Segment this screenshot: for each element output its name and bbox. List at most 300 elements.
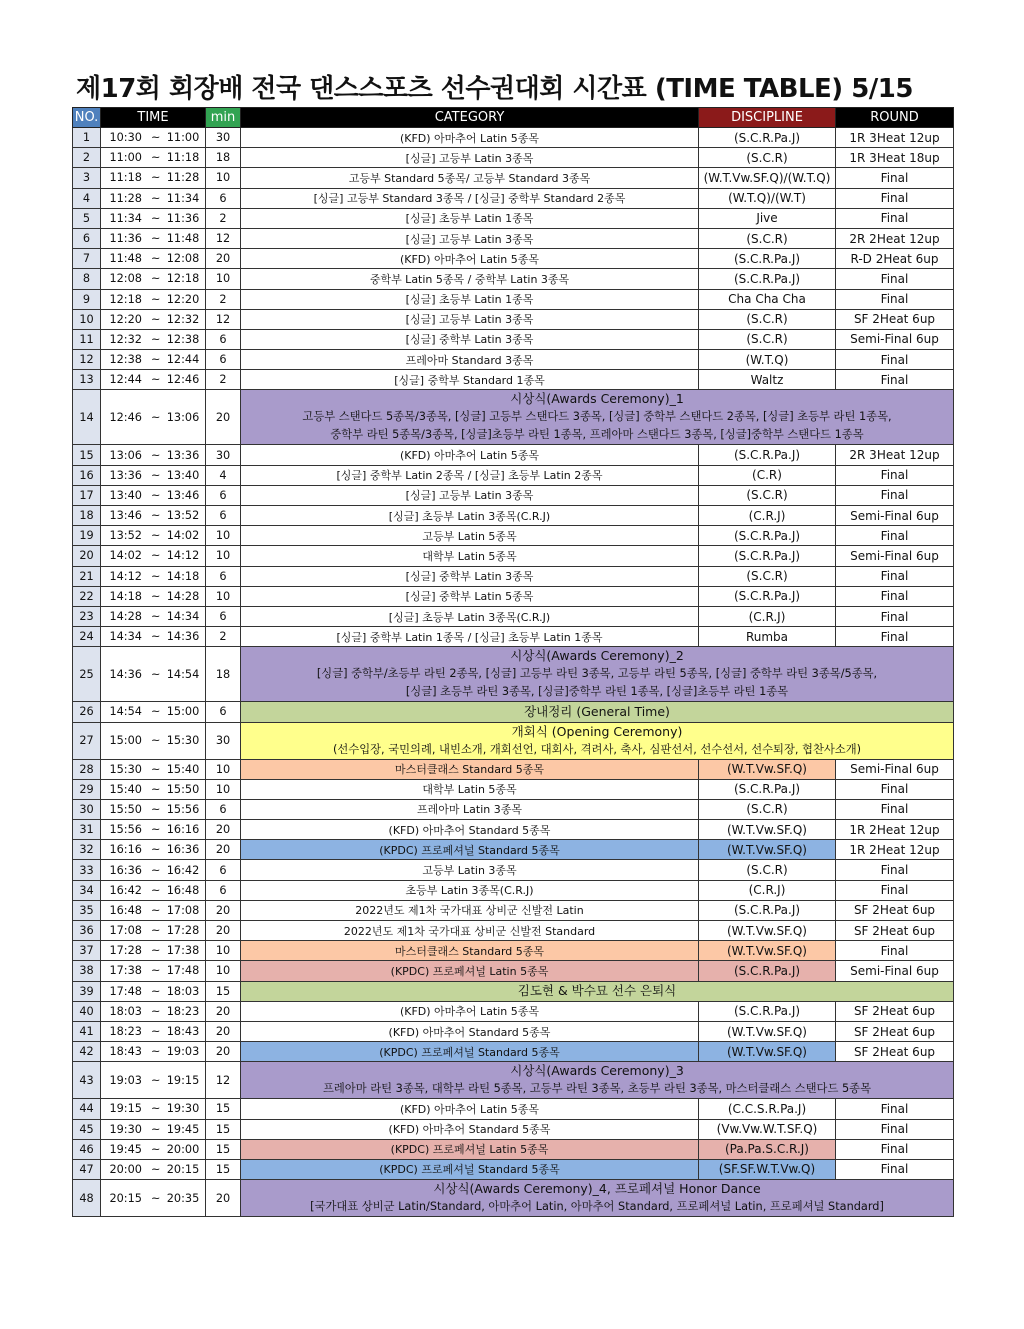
row-time: [101, 128, 206, 148]
row-minutes: 4: [206, 465, 241, 485]
row-minutes: 15: [206, 981, 241, 1001]
table-row: [73, 506, 954, 526]
row-category: 고등부 Latin 5종목: [241, 526, 699, 546]
row-number: 25: [73, 647, 101, 702]
table-row: [73, 961, 954, 981]
row-time: [101, 228, 206, 248]
row-round: 1R 2Heat 12up: [836, 820, 954, 840]
time-start: 20:00: [109, 1162, 142, 1176]
time-sep: ~: [150, 410, 161, 424]
header-no: NO.: [73, 108, 101, 128]
row-number: 44: [73, 1099, 101, 1119]
row-round: Final: [836, 1139, 954, 1159]
row-discipline: (S.C.R.Pa.J): [699, 586, 836, 606]
time-sep: ~: [150, 843, 161, 857]
row-number: 29: [73, 779, 101, 799]
row-category: 프레아마 Standard 3종목: [241, 350, 699, 370]
row-round: Final: [836, 269, 954, 289]
row-time: [101, 1099, 206, 1119]
row-time: [101, 390, 206, 445]
row-time: [101, 981, 206, 1001]
row-time: [101, 779, 206, 799]
time-sep: ~: [150, 1004, 161, 1018]
row-discipline: (C.R): [699, 465, 836, 485]
table-row-event: [73, 390, 954, 445]
row-discipline: (W.T.Vw.SF.Q)/(W.T.Q): [699, 168, 836, 188]
row-discipline: (SF.SF.W.T.Vw.Q): [699, 1159, 836, 1179]
row-round: SF 2Heat 6up: [836, 1042, 954, 1062]
time-end: 14:36: [166, 630, 200, 644]
row-minutes: 10: [206, 941, 241, 961]
table-row: [73, 269, 954, 289]
row-minutes: 10: [206, 546, 241, 566]
row-number: 23: [73, 606, 101, 626]
row-time: [101, 1159, 206, 1179]
time-sep: ~: [150, 191, 161, 205]
event-detail: [싱글] 초등부 라틴 3종목, [싱글]중학부 라틴 1종목, [싱글]초등부 라틴 1종목: [405, 685, 789, 699]
time-sep: ~: [150, 529, 161, 543]
time-end: 20:35: [166, 1191, 200, 1205]
table-row: [73, 208, 954, 228]
time-end: 16:48: [166, 883, 200, 897]
row-round: SF 2Heat 6up: [836, 900, 954, 920]
table-row: [73, 1099, 954, 1119]
row-category: [싱글] 초등부 Latin 1종목: [241, 289, 699, 309]
row-discipline: (W.T.Q)/(W.T): [699, 188, 836, 208]
row-time: [101, 465, 206, 485]
row-discipline: Waltz: [699, 370, 836, 390]
row-minutes: 6: [206, 860, 241, 880]
table-row: [73, 880, 954, 900]
time-sep: ~: [150, 762, 161, 776]
row-round: Final: [836, 860, 954, 880]
event-title: 장내정리 (General Time): [524, 703, 670, 719]
row-discipline: (S.C.R.Pa.J): [699, 269, 836, 289]
table-row: [73, 1139, 954, 1159]
row-category: 2022년도 제1차 국가대표 상비군 신발전 Latin: [241, 900, 699, 920]
row-time: [101, 188, 206, 208]
row-category: (KPDC) 프로페셔널 Standard 5종목: [241, 1159, 699, 1179]
table-row: [73, 840, 954, 860]
table-row: [73, 188, 954, 208]
time-sep: ~: [150, 863, 161, 877]
row-minutes: 10: [206, 586, 241, 606]
event-cell: [241, 722, 954, 759]
time-start: 11:48: [109, 252, 142, 266]
row-category: [싱글] 고등부 Latin 3종목: [241, 228, 699, 248]
time-end: 13:46: [166, 488, 200, 502]
row-time: [101, 1042, 206, 1062]
table-row: [73, 627, 954, 647]
row-number: 41: [73, 1021, 101, 1041]
row-discipline: (C.R.J): [699, 506, 836, 526]
row-discipline: (S.C.R): [699, 148, 836, 168]
time-sep: ~: [150, 569, 161, 583]
row-discipline: (W.T.Vw.SF.Q): [699, 759, 836, 779]
time-end: 15:50: [166, 782, 200, 796]
event-cell: [241, 981, 954, 1001]
time-sep: ~: [150, 448, 161, 462]
row-time: [101, 586, 206, 606]
table-row: [73, 566, 954, 586]
time-start: 14:54: [109, 705, 142, 719]
time-start: 12:44: [109, 373, 142, 387]
row-round: Final: [836, 799, 954, 819]
row-number: 1: [73, 128, 101, 148]
time-end: 20:15: [166, 1162, 200, 1176]
time-start: 12:18: [109, 292, 142, 306]
time-start: 15:40: [109, 782, 142, 796]
row-discipline: (W.T.Vw.SF.Q): [699, 820, 836, 840]
time-start: 16:16: [109, 843, 142, 857]
row-minutes: 6: [206, 188, 241, 208]
header-min: min: [206, 108, 241, 128]
row-minutes: 2: [206, 208, 241, 228]
time-sep: ~: [150, 1102, 161, 1116]
row-time: [101, 1062, 206, 1099]
table-row: [73, 860, 954, 880]
row-minutes: 15: [206, 1139, 241, 1159]
time-start: 16:36: [109, 863, 142, 877]
time-end: 16:16: [166, 823, 200, 837]
time-start: 16:42: [109, 883, 142, 897]
row-category: 대학부 Latin 5종목: [241, 779, 699, 799]
table-row: [73, 941, 954, 961]
table-row-event: [73, 1180, 954, 1217]
row-round: 2R 2Heat 12up: [836, 228, 954, 248]
row-category: (KPDC) 프로페셔널 Latin 5종목: [241, 961, 699, 981]
row-discipline: (S.C.R.Pa.J): [699, 961, 836, 981]
table-row: [73, 921, 954, 941]
event-title: 시상식(Awards Ceremony)_4, 프로페셔널 Honor Dance: [433, 1181, 761, 1197]
row-discipline: (W.T.Vw.SF.Q): [699, 1042, 836, 1062]
time-sep: ~: [150, 171, 161, 185]
row-time: [101, 546, 206, 566]
row-round: 1R 3Heat 12up: [836, 128, 954, 148]
row-round: Final: [836, 1159, 954, 1179]
table-row: [73, 546, 954, 566]
row-round: Final: [836, 606, 954, 626]
time-end: 19:15: [166, 1073, 200, 1087]
time-start: 12:08: [109, 272, 142, 286]
time-end: 11:34: [166, 191, 200, 205]
row-round: Semi-Final 6up: [836, 759, 954, 779]
time-end: 17:48: [166, 964, 200, 978]
time-start: 18:43: [109, 1045, 142, 1059]
time-end: 15:00: [166, 705, 200, 719]
row-number: 38: [73, 961, 101, 981]
row-category: [싱글] 중학부 Standard 1종목: [241, 370, 699, 390]
row-category: (KPDC) 프로페셔널 Standard 5종목: [241, 1042, 699, 1062]
row-minutes: 6: [206, 485, 241, 505]
time-sep: ~: [150, 802, 161, 816]
time-start: 17:48: [109, 984, 142, 998]
row-time: [101, 941, 206, 961]
time-start: 13:40: [109, 488, 142, 502]
row-round: SF 2Heat 6up: [836, 309, 954, 329]
row-minutes: 10: [206, 759, 241, 779]
row-category: [싱글] 고등부 Latin 3종목: [241, 309, 699, 329]
time-start: 12:38: [109, 353, 142, 367]
row-number: 42: [73, 1042, 101, 1062]
row-minutes: 20: [206, 390, 241, 445]
row-time: [101, 249, 206, 269]
table-row-event: [73, 702, 954, 722]
row-minutes: 18: [206, 647, 241, 702]
time-sep: ~: [150, 292, 161, 306]
time-sep: ~: [150, 252, 161, 266]
row-discipline: (S.C.R): [699, 329, 836, 349]
row-round: Final: [836, 465, 954, 485]
time-end: 19:45: [166, 1122, 200, 1136]
row-number: 43: [73, 1062, 101, 1099]
row-category: [싱글] 고등부 Latin 3종목: [241, 148, 699, 168]
table-row: [73, 370, 954, 390]
event-title: 개회식 (Opening Ceremony): [511, 723, 683, 739]
time-start: 20:15: [109, 1191, 142, 1205]
time-sep: ~: [150, 782, 161, 796]
table-row: [73, 526, 954, 546]
row-minutes: 15: [206, 1099, 241, 1119]
table-row: [73, 485, 954, 505]
row-category: [싱글] 중학부 Latin 5종목: [241, 586, 699, 606]
row-discipline: (S.C.R.Pa.J): [699, 526, 836, 546]
row-round: Final: [836, 627, 954, 647]
table-row-event: [73, 722, 954, 759]
row-minutes: 20: [206, 921, 241, 941]
row-time: [101, 759, 206, 779]
time-sep: ~: [150, 964, 161, 978]
time-end: 12:38: [166, 332, 200, 346]
time-sep: ~: [150, 549, 161, 563]
time-start: 19:03: [109, 1073, 142, 1087]
row-number: 21: [73, 566, 101, 586]
row-number: 24: [73, 627, 101, 647]
row-discipline: Rumba: [699, 627, 836, 647]
row-number: 28: [73, 759, 101, 779]
row-number: 17: [73, 485, 101, 505]
time-sep: ~: [150, 734, 161, 747]
header-category: CATEGORY: [241, 108, 699, 128]
time-sep: ~: [150, 1073, 161, 1087]
row-time: [101, 799, 206, 819]
row-discipline: (S.C.R): [699, 860, 836, 880]
time-start: 18:23: [109, 1025, 142, 1039]
time-sep: ~: [150, 488, 161, 502]
time-start: 14:12: [109, 569, 142, 583]
table-row: [73, 228, 954, 248]
row-category: [싱글] 중학부 Latin 3종목: [241, 566, 699, 586]
time-start: 12:32: [109, 332, 142, 346]
event-cell: [241, 1180, 954, 1217]
row-category: 2022년도 제1차 국가대표 상비군 신발전 Standard: [241, 921, 699, 941]
row-round: Final: [836, 1099, 954, 1119]
row-minutes: 6: [206, 799, 241, 819]
time-sep: ~: [150, 312, 161, 326]
row-category: [싱글] 고등부 Latin 3종목: [241, 485, 699, 505]
event-cell: [241, 647, 954, 702]
time-sep: ~: [150, 151, 161, 165]
row-category: [싱글] 중학부 Latin 1종목 / [싱글] 초등부 Latin 1종목: [241, 627, 699, 647]
row-category: 고등부 Latin 3종목: [241, 860, 699, 880]
row-minutes: 10: [206, 779, 241, 799]
row-time: [101, 860, 206, 880]
time-start: 17:28: [109, 944, 142, 958]
row-category: (KFD) 아마추어 Latin 5종목: [241, 249, 699, 269]
row-discipline: (S.C.R): [699, 799, 836, 819]
time-end: 12:44: [166, 353, 200, 367]
time-start: 12:46: [109, 410, 142, 424]
time-end: 13:40: [166, 468, 200, 482]
row-minutes: 30: [206, 128, 241, 148]
row-time: [101, 900, 206, 920]
time-end: 13:36: [166, 448, 200, 462]
row-minutes: 6: [206, 702, 241, 722]
time-start: 10:30: [109, 131, 142, 145]
row-minutes: 20: [206, 1001, 241, 1021]
row-time: [101, 208, 206, 228]
row-minutes: 2: [206, 289, 241, 309]
event-title: 김도현 & 박수묘 선수 은퇴식: [517, 983, 677, 999]
row-number: 14: [73, 390, 101, 445]
table-row-event: [73, 1062, 954, 1099]
row-discipline: Jive: [699, 208, 836, 228]
row-category: (KFD) 아마추어 Latin 5종목: [241, 1099, 699, 1119]
table-row-event: [73, 647, 954, 702]
table-row: [73, 289, 954, 309]
row-round: Final: [836, 289, 954, 309]
row-minutes: 6: [206, 880, 241, 900]
time-start: 12:20: [109, 312, 142, 326]
row-number: 40: [73, 1001, 101, 1021]
row-number: 19: [73, 526, 101, 546]
row-number: 22: [73, 586, 101, 606]
row-minutes: 2: [206, 627, 241, 647]
time-start: 11:00: [109, 151, 142, 165]
row-time: [101, 702, 206, 722]
row-time: [101, 1001, 206, 1021]
time-sep: ~: [150, 1045, 161, 1059]
time-end: 15:40: [166, 762, 200, 776]
row-discipline: (S.C.R.Pa.J): [699, 779, 836, 799]
row-discipline: (S.C.R): [699, 485, 836, 505]
row-minutes: 15: [206, 1159, 241, 1179]
row-discipline: (S.C.R.Pa.J): [699, 1001, 836, 1021]
time-sep: ~: [150, 610, 161, 624]
row-category: [싱글] 중학부 Latin 3종목: [241, 329, 699, 349]
row-category: (KPDC) 프로페셔널 Standard 5종목: [241, 840, 699, 860]
table-row: [73, 309, 954, 329]
time-sep: ~: [150, 589, 161, 603]
row-category: [싱글] 고등부 Standard 3종목 / [싱글] 중학부 Standard 2종목: [241, 188, 699, 208]
row-time: [101, 1180, 206, 1217]
row-number: 6: [73, 228, 101, 248]
time-sep: ~: [150, 667, 161, 681]
time-end: 12:46: [166, 373, 200, 387]
row-category: 중학부 Latin 5종목 / 중학부 Latin 3종목: [241, 269, 699, 289]
row-discipline: (C.R.J): [699, 606, 836, 626]
row-round: Final: [836, 1119, 954, 1139]
time-start: 11:36: [109, 232, 142, 246]
table-row: [73, 329, 954, 349]
time-sep: ~: [150, 944, 161, 958]
row-time: [101, 289, 206, 309]
row-minutes: 10: [206, 961, 241, 981]
row-round: Semi-Final 6up: [836, 506, 954, 526]
event-cell: [241, 390, 954, 445]
row-time: [101, 350, 206, 370]
row-time: [101, 880, 206, 900]
row-round: Final: [836, 526, 954, 546]
row-time: [101, 148, 206, 168]
time-end: 14:18: [166, 569, 200, 583]
row-number: 32: [73, 840, 101, 860]
time-start: 14:34: [109, 630, 142, 644]
table-row: [73, 820, 954, 840]
page-title: 제17회 회장배 전국 댄스스포츠 선수권대회 시간표 (TIME TABLE) 5/15: [76, 74, 913, 104]
row-number: 20: [73, 546, 101, 566]
row-round: Final: [836, 485, 954, 505]
row-time: [101, 820, 206, 840]
row-number: 31: [73, 820, 101, 840]
row-round: Final: [836, 168, 954, 188]
time-end: 12:20: [166, 292, 200, 306]
row-number: 5: [73, 208, 101, 228]
row-number: 27: [73, 722, 101, 759]
row-number: 10: [73, 309, 101, 329]
row-time: [101, 370, 206, 390]
time-sep: ~: [150, 1191, 161, 1205]
time-start: 19:30: [109, 1122, 142, 1136]
row-minutes: 20: [206, 249, 241, 269]
row-time: [101, 606, 206, 626]
row-category: (KFD) 아마추어 Standard 5종목: [241, 820, 699, 840]
row-round: Final: [836, 350, 954, 370]
row-minutes: 20: [206, 820, 241, 840]
row-discipline: (W.T.Q): [699, 350, 836, 370]
time-end: 14:54: [166, 667, 200, 681]
row-category: 대학부 Latin 5종목: [241, 546, 699, 566]
time-sep: ~: [150, 705, 161, 719]
time-end: 20:00: [166, 1142, 200, 1156]
event-detail: [싱글] 중학부/초등부 라틴 2종목, [싱글] 고등부 라틴 3종목, 고등부 라틴 5종목, [싱글] 중학부 라틴 3종목/5종목,: [316, 667, 878, 681]
table-row: [73, 606, 954, 626]
row-category: 초등부 Latin 3종목(C.R.J): [241, 880, 699, 900]
row-minutes: 12: [206, 309, 241, 329]
row-time: [101, 722, 206, 759]
row-category: [싱글] 초등부 Latin 3종목(C.R.J): [241, 606, 699, 626]
table-row: [73, 1042, 954, 1062]
time-start: 15:00: [109, 734, 142, 747]
header-time: TIME: [101, 108, 206, 128]
time-sep: ~: [150, 353, 161, 367]
time-end: 18:43: [166, 1025, 200, 1039]
row-number: 18: [73, 506, 101, 526]
row-discipline: (S.C.R.Pa.J): [699, 445, 836, 465]
time-end: 18:03: [166, 984, 200, 998]
row-time: [101, 1139, 206, 1159]
table-row: [73, 586, 954, 606]
row-minutes: 2: [206, 370, 241, 390]
header-discipline: DISCIPLINE: [699, 108, 836, 128]
time-sep: ~: [150, 332, 161, 346]
row-time: [101, 566, 206, 586]
time-sep: ~: [150, 630, 161, 644]
row-number: 16: [73, 465, 101, 485]
row-category: (KFD) 아마추어 Standard 5종목: [241, 1021, 699, 1041]
event-cell: [241, 1062, 954, 1099]
event-detail: 고등부 스탠다드 5종목/3종목, [싱글] 고등부 스탠다드 3종목, [싱글] 중학부 스탠다드 2종목, [싱글] 초등부 라틴 1종목,: [302, 410, 892, 424]
